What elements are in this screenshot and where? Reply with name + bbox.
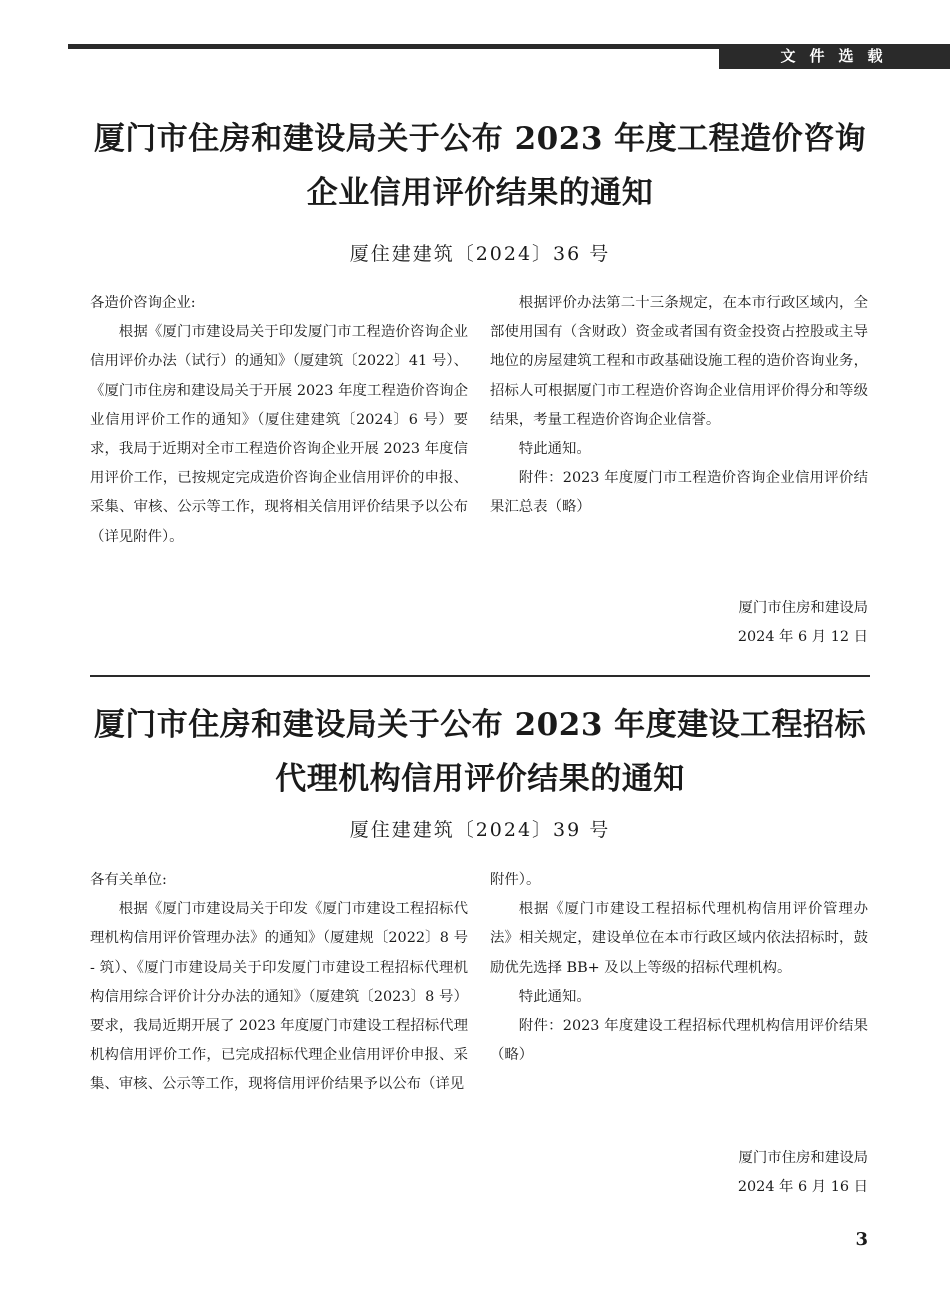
notice-1-right-column: [490, 289, 868, 523]
notice-2-left-column: [90, 866, 468, 1100]
notice-2-doc-number: 厦住建建筑〔2024〕39 号: [349, 819, 611, 841]
notice-1-date: 2024 年 6 月 12 日: [737, 629, 868, 645]
notice-2-paragraph: 根据《厦门市建设工程招标代理机构信用评价管理办法》相关规定，建设单位在本市行政区域内依法招标时，鼓励优先选择 BB+ 及以上等级的招标代理机构。: [490, 901, 868, 976]
notice-1-left-column: [90, 289, 468, 552]
notice-2-attachment: 附件：2023 年度建设工程招标代理机构信用评价结果（略）: [490, 1018, 868, 1064]
notice-1-issuer: 厦门市住房和建设局: [738, 600, 868, 616]
notice-1-salutation: 各造价咨询企业:: [90, 295, 196, 311]
notice-1-attachment: 附件：2023 年度厦门市工程造价咨询企业信用评价结果汇总表（略）: [490, 470, 868, 516]
section-divider: [90, 675, 870, 677]
notice-2-title-line-2: 代理机构信用评价结果的通知: [275, 761, 685, 797]
notice-1-paragraph: 根据《厦门市建设局关于印发厦门市工程造价咨询企业信用评价办法（试行）的通知》（厦建筑〔2022〕41 号）、《厦门市住房和建设局关于开展 2023 年度工程造价咨询企业信用评价工作的通知》（厦住建建筑〔2024〕6 号）要求，我局于近期对全市工程造价咨询企业开展 2023 年度信用评价工作，已按规定完成造价咨询企业信用评价的申报、采集、审核、公示等工作，现将相关信用评价结果予以公布（详见附件）。: [90, 324, 468, 545]
notice-1-doc-number: 厦住建建筑〔2024〕36 号: [349, 243, 611, 265]
notice-1-paragraph: 根据评价办法第二十三条规定，在本市行政区域内，全部使用国有（含财政）资金或者国有资金投资占控股或主导地位的房屋建筑工程和市政基础设施工程的造价咨询业务，招标人可根据厦门市工程造价咨询企业信用评价得分和等级结果，考量工程造价咨询企业信誉。: [490, 295, 868, 428]
notice-1-title-line-2: 企业信用评价结果的通知: [306, 175, 654, 211]
notice-2-issuer: 厦门市住房和建设局: [738, 1150, 868, 1166]
notice-2-salutation: 各有关单位:: [90, 872, 167, 888]
section-tag: 文件选载: [719, 44, 950, 69]
notice-2-right-column: [490, 866, 868, 1070]
page-number: 3: [855, 1229, 868, 1250]
notice-2-continuation: 附件）。: [490, 872, 541, 888]
notice-2-closing: 特此通知。: [518, 988, 591, 1005]
notice-2-title-line-1: 厦门市住房和建设局关于公布 2023 年度建设工程招标: [93, 707, 867, 743]
notice-1-title-line-1: 厦门市住房和建设局关于公布 2023 年度工程造价咨询: [93, 121, 867, 157]
notice-1-closing: 特此通知。: [518, 441, 591, 458]
notice-2-date: 2024 年 6 月 16 日: [737, 1179, 868, 1195]
notice-2-paragraph: 根据《厦门市建设局关于印发《厦门市建设工程招标代理机构信用评价管理办法》的通知》（厦建规〔2022〕8 号 - 筑）、《厦门市建设局关于印发厦门市建设工程招标代理机构信用综合评价计分办法的通知》（厦建筑〔2023〕8 号）要求，我局近期开展了 2023 年度厦门市建设工程招标代理机构信用评价工作，已完成招标代理企业信用评价申报、采集、审核、公示等工作，现将信用评价结果予以公布（详见: [90, 901, 468, 1093]
